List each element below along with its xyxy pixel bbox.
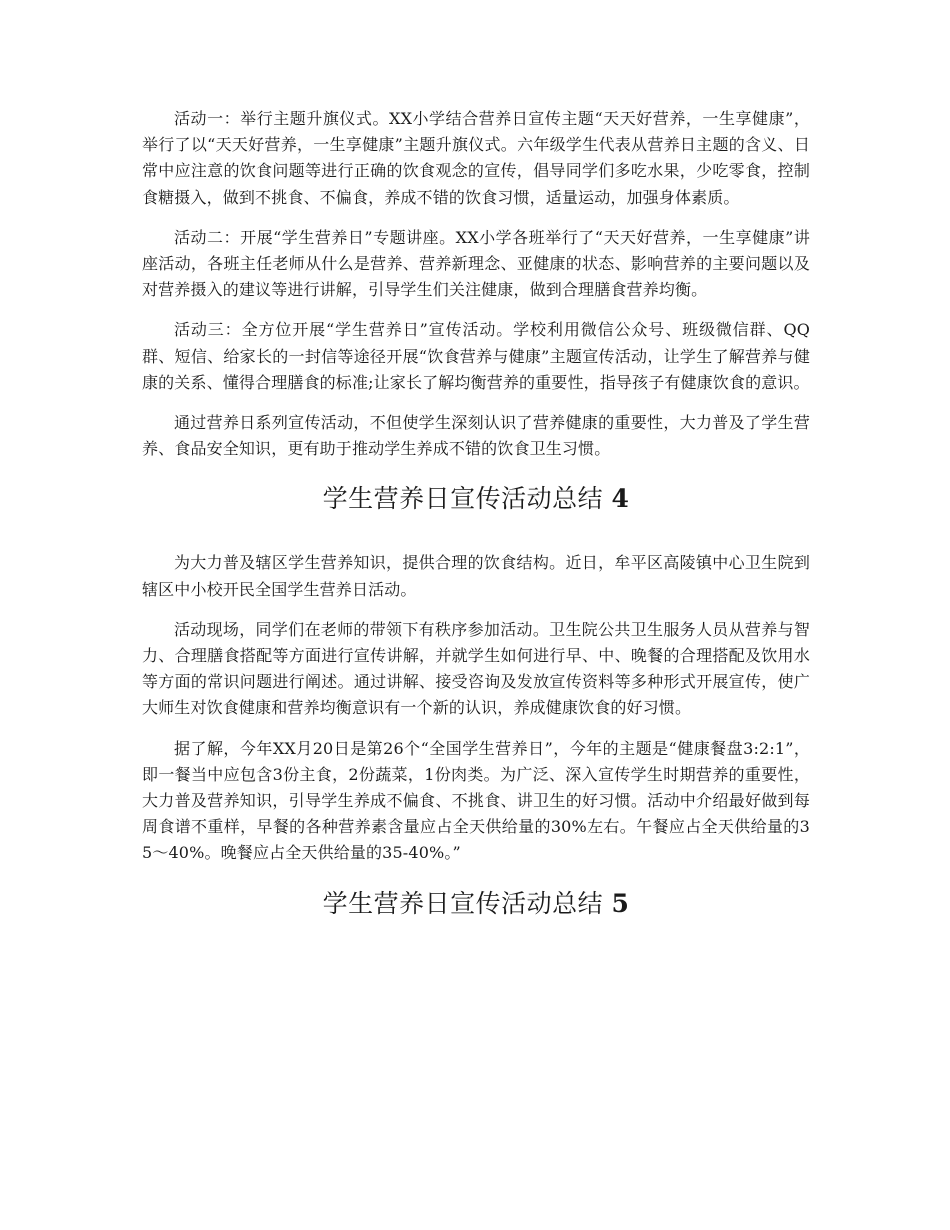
paragraph-activity-3: 活动三：全方位开展“学生营养日”宣传活动。学校利用微信公众号、班级微信群、QQ群、短信、给家长的一封信等途径开展“饮食营养与健康”主题宣传活动，让学生了解营养与健康的关系、懂得合理膳食的标准;让家长了解均衡营养的重要性，指导孩子有健康饮食的意识。 — [142, 320, 810, 392]
section-5-heading — [142, 887, 810, 921]
paragraph-activity-2: 活动二：开展“学生营养日”专题讲座。XX小学各班举行了“天天好营养，一生享健康”讲座活动，各班主任老师从什么是营养、营养新理念、亚健康的状态、影响营养的主要问题以及对营养摄入的建议等进行讲解，引导学生们关注健康，做到合理膳食营养均衡。 — [142, 227, 810, 300]
section-5-heading-number: 5 — [611, 888, 630, 918]
paragraph-section-4-theme: 据了解，今年XX月20日是第26个“全国学生营养日”，今年的主题是“健康餐盘3:2:1”，即一餐当中应包含3份主食，2份蔬菜，1份肉类。为广泛、深入宣传学生时期营养的重要性，大力普及营养知识，引导学生养成不偏食、不挑食、讲卫生的好习惯。活动中介绍最好做到每周食谱不重样，早餐的各种营养素含量应占全天供给量的30%左右。午餐应占全天供给量的35～40%。晚餐应占全天供给量的35-40%。” — [142, 738, 810, 863]
section-4-heading-text: 学生营养日宣传活动总结 — [322, 484, 604, 514]
paragraph-section-4-scene: 活动现场，同学们在老师的带领下有秩序参加活动。卫生院公共卫生服务人员从营养与智力、合理膳食搭配等方面进行宣传讲解，并就学生如何进行早、中、晚餐的合理搭配及饮用水等方面的常识问题进行阐述。通过讲解、接受咨询及发放宣传资料等多种形式开展宣传，使广大师生对饮食健康和营养均衡意识有一个新的认识，养成健康饮食的好习惯。 — [142, 619, 810, 718]
paragraph-summary: 通过营养日系列宣传活动，不但使学生深刻认识了营养健康的重要性，大力普及了学生营养、食品安全知识，更有助于推动学生养成不错的饮食卫生习惯。 — [142, 413, 810, 459]
section-5-heading-text: 学生营养日宣传活动总结 — [322, 888, 604, 918]
section-4-heading — [142, 482, 810, 516]
document-page — [142, 106, 810, 921]
paragraph-activity-1: 活动一：举行主题升旗仪式。XX小学结合营养日宣传主题“天天好营养，一生享健康”，举行了以“天天好营养，一生享健康”主题升旗仪式。六年级学生代表从营养日主题的含义、日常中应注意的饮食问题等进行正确的饮食观念的宣传，倡导同学们多吃水果，少吃零食，控制食糖摄入，做到不挑食、不偏食，养成不错的饮食习惯，适量运动，加强身体素质。 — [142, 109, 810, 207]
section-4-heading-number: 4 — [611, 484, 630, 514]
paragraph-section-4-intro: 为大力普及辖区学生营养知识，提供合理的饮食结构。近日，牟平区高陵镇中心卫生院到辖区中小校开民全国学生营养日活动。 — [142, 553, 810, 599]
